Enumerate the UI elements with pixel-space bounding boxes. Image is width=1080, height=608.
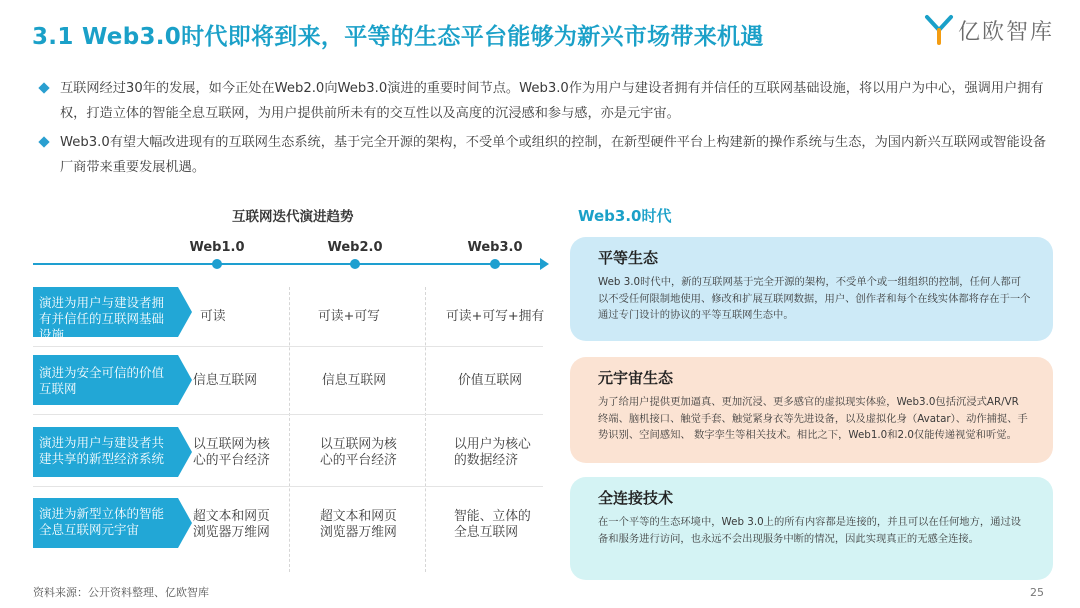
cell-web3: 以用户为核心的数据经济	[454, 437, 531, 468]
page-number: 25	[1030, 586, 1044, 599]
cell-web3: 智能、立体的全息互联网	[454, 509, 531, 540]
cell-web2: 可读+可写	[318, 309, 380, 324]
logo-text: 亿欧智库	[957, 19, 1054, 45]
cell-web3: 可读+可写+拥有	[446, 309, 545, 324]
cell-web1: 可读	[200, 309, 226, 324]
row-label: 演进为新型立体的智能全息互联网元宇宙	[33, 498, 178, 548]
intro-bullets	[38, 76, 1048, 184]
cell-web1: 信息互联网	[193, 373, 257, 388]
era-web3: Web3.0	[467, 240, 523, 255]
row-label: 演进为用户与建设者拥有并信任的互联网基础设施	[33, 287, 178, 337]
chart-title: 互联网迭代演进趋势	[232, 209, 354, 225]
cell-web2: 信息互联网	[322, 373, 386, 388]
row-divider	[33, 486, 543, 487]
timeline-arrow-icon	[540, 258, 549, 270]
card-title: 全连接技术	[598, 489, 674, 507]
timeline-dot	[490, 259, 500, 269]
row-label: 演进为安全可信的价值互联网	[33, 355, 178, 405]
row-divider	[33, 414, 543, 415]
card-full-connectivity	[570, 477, 1053, 580]
yiou-logo-icon	[924, 14, 954, 46]
web3-heading: Web3.0时代	[578, 207, 672, 225]
card-body: 为了给用户提供更加逼真、更加沉浸、更多感官的虚拟现实体验，Web3.0包括沉浸式AR/VR 终端、脑机接口、触觉手套、触觉紧身衣等先进设备，以及虚拟化身（Avatar）、动作捕捉、手势识别、空间感知、 数字孪生等相关技术。相比之下，Web1.0和2.0仅能传递视觉和听觉。	[598, 396, 1028, 441]
cell-web2: 超文本和网页浏览器万维网	[320, 509, 397, 540]
bullet-text: Web3.0有望大幅改进现有的互联网生态系统，基于完全开源的架构，不受单个或组织的控制，在新型硬件平台上构建新的操作系统与生态，为国内新兴互联网或智能设备厂商带来重要发展机遇。	[60, 135, 1047, 175]
timeline-line	[33, 263, 543, 265]
cell-web1: 以互联网为核心的平台经济	[193, 437, 270, 468]
row-divider	[33, 346, 543, 347]
diamond-bullet-icon	[38, 82, 49, 93]
card-title: 平等生态	[598, 249, 659, 267]
column-divider	[289, 287, 290, 572]
era-web2: Web2.0	[327, 240, 383, 255]
card-equal-ecosystem	[570, 237, 1053, 341]
timeline-dot	[350, 259, 360, 269]
card-metaverse-ecosystem	[570, 357, 1053, 463]
source-note: 资料来源：公开资料整理、亿欧智库	[33, 586, 209, 599]
bullet-text: 互联网经过30年的发展，如今正处在Web2.0向Web3.0演进的重要时间节点。Web3.0作为用户与建设者拥有并信任的互联网基础设施，将以用户为中心，强调用户拥有权，打造立体的智能全息互联网，为用户提供前所未有的交互性以及高度的沉浸感和参与感，亦是元宇宙。	[60, 81, 1044, 121]
logo	[924, 14, 1054, 46]
bullet-item	[38, 76, 1048, 126]
card-body: Web 3.0时代中，新的互联网基于完全开源的架构，不受单个或一组组织的控制，任何人都可以不受任何限制地使用、修改和扩展互联网数据，用户、创作者和每个在线实体都将存在于一个通过专门设计的协议的平等互联网生态中。	[598, 276, 1031, 321]
page-title: 3.1 Web3.0时代即将到来，平等的生态平台能够为新兴市场带来机遇	[32, 24, 764, 50]
card-title: 元宇宙生态	[598, 369, 674, 387]
column-divider	[425, 287, 426, 572]
timeline-dot	[212, 259, 222, 269]
diamond-bullet-icon	[38, 136, 49, 147]
cell-web3: 价值互联网	[458, 373, 522, 388]
row-label: 演进为用户与建设者共建共享的新型经济系统	[33, 427, 178, 477]
cell-web2: 以互联网为核心的平台经济	[320, 437, 397, 468]
cell-web1: 超文本和网页浏览器万维网	[193, 509, 270, 540]
bullet-item	[38, 130, 1048, 180]
era-web1: Web1.0	[189, 240, 245, 255]
card-body: 在一个平等的生态环境中，Web 3.0上的所有内容都是连接的，并且可以在任何地方，通过设备和服务进行访问，也永远不会出现服务中断的情况，因此实现真正的无感全连接。	[598, 516, 1022, 545]
